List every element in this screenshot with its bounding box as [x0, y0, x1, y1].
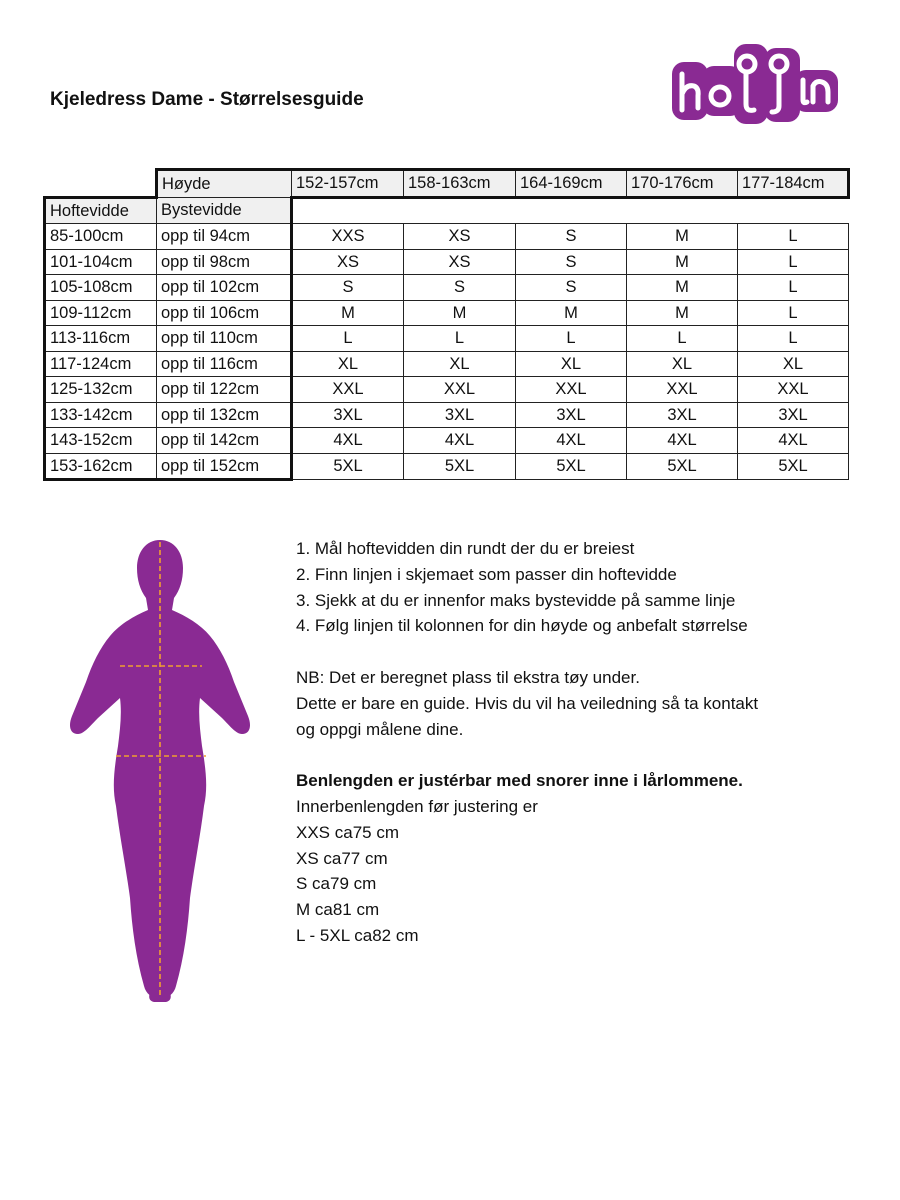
hip-cell: 105-108cm: [45, 275, 157, 301]
height-cell: 170-176cm: [627, 170, 738, 198]
size-row: [45, 224, 849, 250]
bust-cell: opp til 122cm: [157, 377, 292, 403]
size-cell: L: [404, 326, 516, 352]
body-silhouette: [60, 538, 260, 1003]
bust-cell: opp til 94cm: [157, 224, 292, 250]
hip-cell: 113-116cm: [45, 326, 157, 352]
size-cell: XS: [404, 249, 516, 275]
size-row: [45, 249, 849, 275]
size-cell: M: [627, 224, 738, 250]
size-cell: 3XL: [516, 402, 627, 428]
size-cell: 4XL: [292, 428, 404, 454]
height-label: Høyde: [157, 170, 292, 198]
instructions: [296, 536, 856, 949]
height-cell: 177-184cm: [738, 170, 849, 198]
page-title: Kjeledress Dame - Størrelsesguide: [50, 89, 364, 110]
size-cell: L: [738, 326, 849, 352]
size-cell: XXL: [627, 377, 738, 403]
size-cell: M: [292, 300, 404, 326]
size-cell: XXL: [738, 377, 849, 403]
leg-length: L - 5XL ca82 cm: [296, 925, 419, 945]
size-cell: 4XL: [627, 428, 738, 454]
size-cell: S: [516, 275, 627, 301]
size-row: [45, 300, 849, 326]
size-row: [45, 377, 849, 403]
step-2: 2. Finn linjen i skjemaet som passer din hoftevidde: [296, 564, 677, 584]
bust-cell: opp til 106cm: [157, 300, 292, 326]
height-header-row: [45, 170, 849, 198]
size-cell: L: [738, 249, 849, 275]
bust-cell: opp til 116cm: [157, 351, 292, 377]
note-line: NB: Det er beregnet plass til ekstra tøy under.: [296, 667, 640, 687]
size-row: [45, 402, 849, 428]
size-cell: XS: [292, 249, 404, 275]
bust-cell: opp til 102cm: [157, 275, 292, 301]
hip-cell: 117-124cm: [45, 351, 157, 377]
leg-length: S ca79 cm: [296, 874, 377, 894]
size-cell: M: [516, 300, 627, 326]
size-cell: M: [627, 300, 738, 326]
size-cell: XXL: [292, 377, 404, 403]
bust-cell: opp til 152cm: [157, 453, 292, 480]
size-cell: XL: [404, 351, 516, 377]
size-row: [45, 428, 849, 454]
size-cell: XL: [738, 351, 849, 377]
measure-header-row: [45, 197, 849, 224]
hip-cell: 101-104cm: [45, 249, 157, 275]
size-row: [45, 275, 849, 301]
bust-cell: opp til 98cm: [157, 249, 292, 275]
size-cell: S: [516, 224, 627, 250]
size-cell: 3XL: [292, 402, 404, 428]
size-row: [45, 326, 849, 352]
size-cell: XL: [292, 351, 404, 377]
size-cell: S: [516, 249, 627, 275]
size-row: [45, 351, 849, 377]
size-cell: L: [516, 326, 627, 352]
hip-cell: 133-142cm: [45, 402, 157, 428]
height-cell: 158-163cm: [404, 170, 516, 198]
size-cell: XL: [627, 351, 738, 377]
hip-cell: 153-162cm: [45, 453, 157, 480]
size-cell: 3XL: [627, 402, 738, 428]
step-1: 1. Mål hoftevidden din rundt der du er breiest: [296, 539, 635, 558]
note-line: og oppgi målene dine.: [296, 719, 464, 739]
hip-cell: 85-100cm: [45, 224, 157, 250]
hip-cell: 125-132cm: [45, 377, 157, 403]
size-cell: M: [627, 249, 738, 275]
size-cell: M: [404, 300, 516, 326]
size-cell: L: [292, 326, 404, 352]
size-cell: 5XL: [738, 453, 849, 480]
bust-cell: opp til 142cm: [157, 428, 292, 454]
size-chart-table: [43, 168, 850, 481]
size-cell: XL: [516, 351, 627, 377]
hip-cell: 109-112cm: [45, 300, 157, 326]
hip-label: Hoftevidde: [45, 197, 157, 224]
size-cell: XXL: [516, 377, 627, 403]
hip-cell: 143-152cm: [45, 428, 157, 454]
size-cell: S: [404, 275, 516, 301]
size-cell: S: [292, 275, 404, 301]
size-cell: XS: [404, 224, 516, 250]
size-cell: 4XL: [404, 428, 516, 454]
leg-length: XS ca77 cm: [296, 848, 388, 868]
height-cell: 164-169cm: [516, 170, 627, 198]
leg-length: M ca81 cm: [296, 900, 380, 920]
size-cell: 5XL: [627, 453, 738, 480]
bust-cell: opp til 132cm: [157, 402, 292, 428]
step-4: 4. Følg linjen til kolonnen for din høyde og anbefalt størrelse: [296, 616, 748, 636]
size-cell: L: [738, 224, 849, 250]
size-cell: 4XL: [738, 428, 849, 454]
leg-heading: Benlengden er justérbar med snorer inne i lårlommene.: [296, 771, 743, 791]
size-cell: L: [627, 326, 738, 352]
bust-label: Bystevidde: [157, 197, 292, 224]
leg-length: XXS ca75 cm: [296, 822, 399, 842]
size-cell: L: [738, 300, 849, 326]
size-cell: 3XL: [738, 402, 849, 428]
size-row: [45, 453, 849, 480]
note-line: Dette er bare en guide. Hvis du vil ha veiledning så ta kontakt: [296, 693, 759, 713]
hoppin-logo: [672, 44, 840, 126]
size-cell: 5XL: [404, 453, 516, 480]
size-cell: 3XL: [404, 402, 516, 428]
size-cell: XXS: [292, 224, 404, 250]
size-cell: 5XL: [516, 453, 627, 480]
height-cell: 152-157cm: [292, 170, 404, 198]
bust-cell: opp til 110cm: [157, 326, 292, 352]
size-cell: M: [627, 275, 738, 301]
size-cell: L: [738, 275, 849, 301]
size-cell: 5XL: [292, 453, 404, 480]
step-3: 3. Sjekk at du er innenfor maks bystevidde på samme linje: [296, 590, 736, 610]
size-cell: XXL: [404, 377, 516, 403]
size-cell: 4XL: [516, 428, 627, 454]
leg-intro: Innerbenlengden før justering er: [296, 796, 538, 816]
